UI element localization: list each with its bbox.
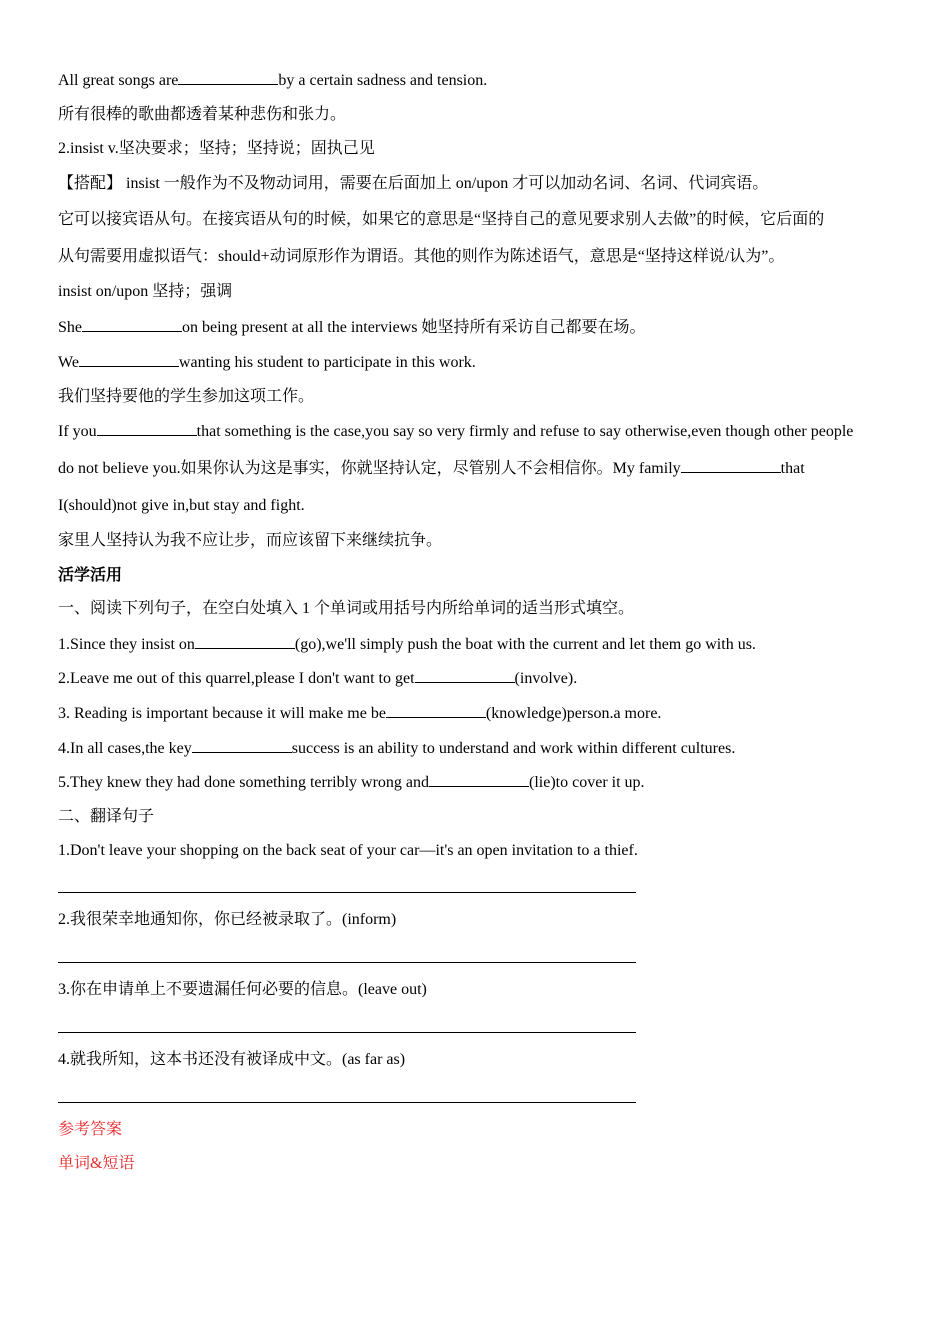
exercise-item-5 [58, 772, 645, 793]
clause-note-1: 它可以接宾语从句。在接宾语从句的时候，如果它的意思是“坚持自己的意见要求别人去做”的时候，它后面的 [58, 211, 825, 228]
exercise-item-3 [58, 703, 661, 724]
text: success is an ability to understand and work within different cultures. [291, 740, 736, 757]
exercise-1-instructions: 一、阅读下列句子，在空白处填入 1 个单词或用括号内所给单词的适当形式填空。 [58, 600, 635, 617]
answer-blank[interactable] [415, 668, 515, 683]
text: do not believe you.如果你认为这是事实，你就坚持认定，尽管别人不会相信你。My family [58, 460, 681, 477]
text: wanting his student to participate in this work. [178, 354, 476, 371]
example-family-cont: I(should)not give in,but stay and fight. [58, 497, 305, 514]
text: that something is the case,you say so very firmly and refuse to say otherwise,even though other people [196, 423, 854, 440]
text: We [58, 354, 79, 371]
blank [82, 317, 182, 332]
example-we-cn: 我们坚持要他的学生参加这项工作。 [58, 388, 315, 405]
phrase-insist-on: insist on/upon 坚持；强调 [58, 283, 233, 300]
clause-note-2: 从句需要用虚拟语气：should+动词原形作为谓语。其他的则作为陈述语气，意思是“坚持这样说/认为”。 [58, 248, 785, 265]
text: 3. Reading is important because it will make me be [58, 705, 386, 722]
exercise-2-instructions: 二、翻译句子 [58, 808, 155, 825]
answer-blank[interactable] [429, 772, 529, 787]
text: (involve). [514, 670, 578, 687]
section-title-practice: 活学活用 [58, 567, 123, 584]
answer-blank[interactable] [192, 738, 292, 753]
translate-item-3: 3.你在申请单上不要遗漏任何必要的信息。(leave out) [58, 981, 427, 998]
answer-line-1[interactable] [58, 892, 636, 893]
text: on being present at all the interviews 她坚持所有采访自己都要在场。 [182, 319, 646, 336]
vocab-heading-insist: 2.insist v.坚决要求；坚持；坚持说；固执己见 [58, 140, 375, 157]
example-family-cn: 家里人坚持认为我不应让步，而应该留下来继续抗争。 [58, 532, 443, 549]
blank [97, 421, 197, 436]
text: She [58, 319, 82, 336]
text: 1.Since they insist on [58, 636, 195, 653]
text: 2.Leave me out of this quarrel,please I don't want to get [58, 670, 415, 687]
text: (go),we'll simply push the boat with the current and let them go with us. [294, 636, 756, 653]
line-songs [58, 70, 487, 91]
text: All great songs are [58, 72, 179, 89]
blank [178, 70, 278, 85]
answer-line-2[interactable] [58, 962, 636, 963]
exercise-item-1 [58, 634, 756, 655]
answer-blank[interactable] [386, 703, 486, 718]
text: 5.They knew they had done something terribly wrong and [58, 774, 430, 791]
exercise-item-4 [58, 738, 735, 759]
blank [79, 352, 179, 367]
words-phrases-heading: 单词&短语 [58, 1155, 135, 1172]
example-family [58, 458, 805, 479]
text: (knowledge)person.a more. [485, 705, 662, 722]
example-she [58, 317, 646, 338]
line-songs-cn: 所有很棒的歌曲都透着某种悲伤和张力。 [58, 106, 347, 123]
text: that [780, 460, 805, 477]
text: (lie)to cover it up. [529, 774, 645, 791]
translate-item-1: 1.Don't leave your shopping on the back seat of your car—it's an open invitation to a thief. [58, 842, 638, 859]
answer-line-3[interactable] [58, 1032, 636, 1033]
blank [681, 458, 781, 473]
answer-blank[interactable] [195, 634, 295, 649]
collocation-note: 【搭配】 insist 一般作为不及物动词用，需要在后面加上 on/upon 才可以加动名词、名词、代词宾语。 [58, 175, 769, 192]
reference-answers-heading: 参考答案 [58, 1121, 123, 1138]
text: by a certain sadness and tension. [278, 72, 488, 89]
translate-item-4: 4.就我所知，这本书还没有被译成中文。(as far as) [58, 1051, 406, 1068]
exercise-item-2 [58, 668, 577, 689]
answer-line-4[interactable] [58, 1102, 636, 1103]
example-we [58, 352, 476, 373]
text: If you [58, 423, 97, 440]
example-if-you [58, 421, 853, 442]
text: 4.In all cases,the key [58, 740, 192, 757]
translate-item-2: 2.我很荣幸地通知你，你已经被录取了。(inform) [58, 911, 397, 928]
